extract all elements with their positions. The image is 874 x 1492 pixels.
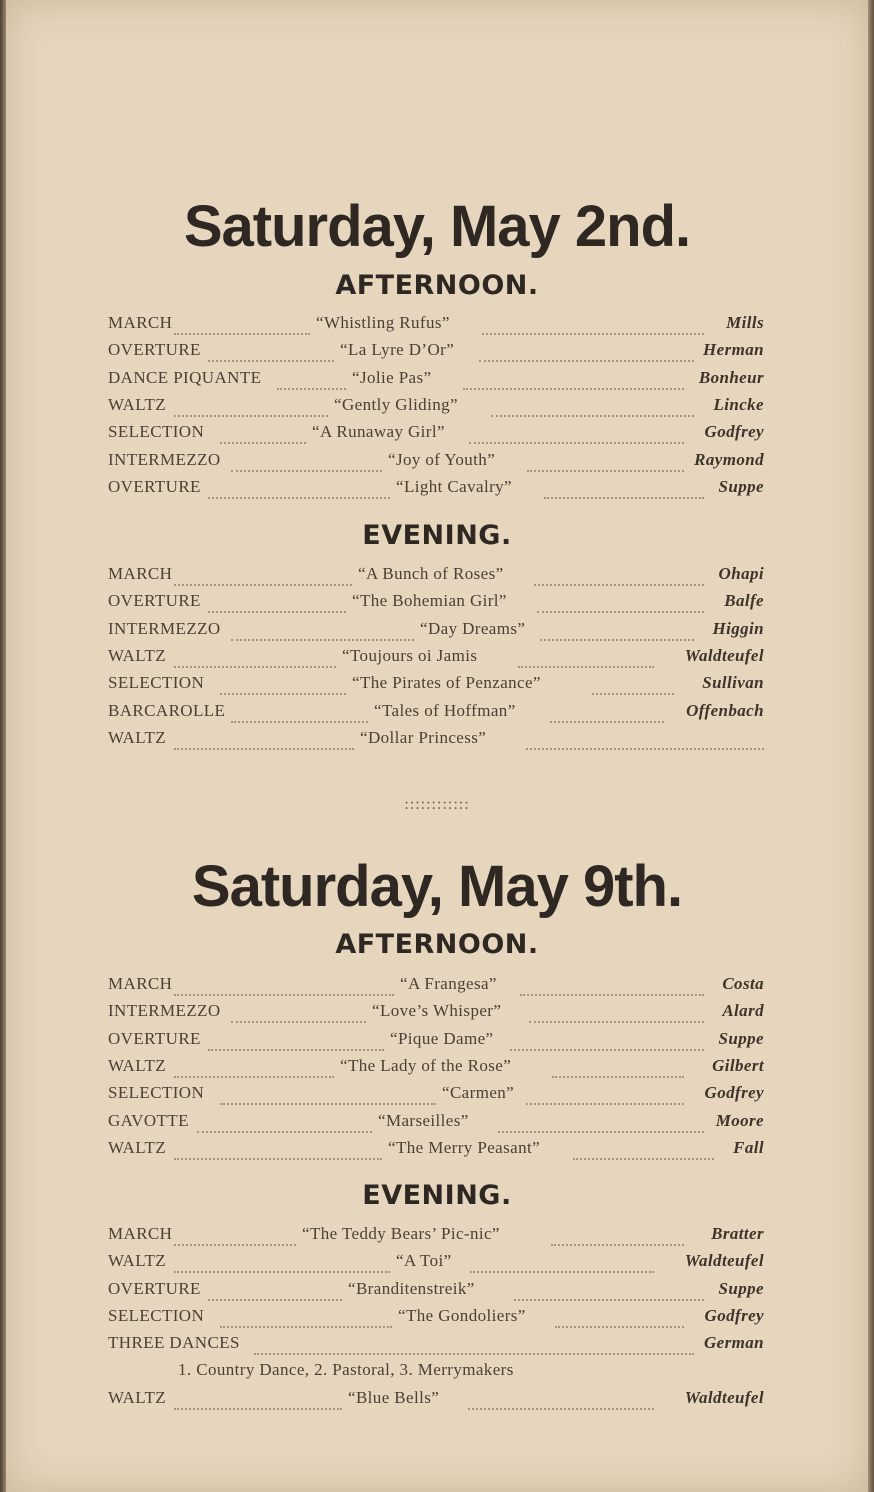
item-piece: “Blue Bells” bbox=[348, 1387, 440, 1407]
programme-item bbox=[108, 564, 764, 591]
item-composer: Bonheur bbox=[698, 367, 764, 387]
programme-item bbox=[108, 1111, 764, 1138]
item-composer: Waldteufel bbox=[684, 1387, 764, 1407]
item-form: MARCH bbox=[108, 313, 173, 332]
leader-dots bbox=[174, 564, 353, 586]
item-composer: Suppe bbox=[718, 1028, 764, 1048]
leader-dots bbox=[510, 1029, 704, 1051]
leader-dots bbox=[277, 368, 346, 390]
leader-dots bbox=[208, 1279, 342, 1301]
item-piece: “Carmen” bbox=[442, 1083, 515, 1103]
leader-dots bbox=[592, 673, 674, 695]
item-piece: “Joy of Youth” bbox=[388, 449, 496, 469]
leader-dots bbox=[518, 646, 654, 668]
leader-dots bbox=[526, 728, 764, 750]
leader-dots bbox=[208, 477, 390, 499]
leader-dots bbox=[174, 395, 329, 417]
item-piece: “A Toi” bbox=[396, 1251, 452, 1271]
item-composer: Godfrey bbox=[704, 1305, 764, 1325]
item-piece: “The Pirates of Penzance” bbox=[352, 673, 541, 693]
leader-dots bbox=[220, 1083, 437, 1105]
item-form: OVERTURE bbox=[108, 591, 201, 611]
leader-dots bbox=[231, 1001, 366, 1023]
day-title-may-9: Saturday, May 9th. bbox=[191, 854, 683, 919]
programme-item bbox=[108, 422, 764, 449]
leader-dots bbox=[174, 974, 395, 996]
item-composer: Costa bbox=[722, 974, 764, 993]
item-composer: Balfe bbox=[724, 591, 764, 611]
programme-item bbox=[108, 619, 764, 646]
item-form: INTERMEZZO bbox=[108, 618, 221, 638]
programme-item bbox=[108, 1306, 764, 1333]
programme-item bbox=[108, 701, 764, 728]
programme-item bbox=[108, 1333, 764, 1360]
leader-dots bbox=[552, 1056, 684, 1078]
leader-dots bbox=[469, 422, 684, 444]
item-piece: “Love’s Whisper” bbox=[372, 1001, 502, 1021]
item-piece: “Toujours oi Jamis bbox=[342, 645, 478, 665]
item-composer: Suppe bbox=[718, 1278, 764, 1298]
item-composer: Sullivan bbox=[702, 673, 764, 693]
item-piece: “The Gondoliers” bbox=[398, 1305, 526, 1325]
programme-item bbox=[108, 1083, 764, 1110]
item-piece: “A Frangesa” bbox=[400, 974, 497, 993]
leader-dots bbox=[208, 1029, 384, 1051]
programme-item bbox=[108, 340, 764, 367]
item-form: THREE DANCES bbox=[108, 1333, 240, 1353]
day-title-may-2: Saturday, May 2nd. bbox=[183, 194, 691, 259]
leader-dots bbox=[174, 728, 355, 750]
item-piece: “Jolie Pas” bbox=[352, 367, 432, 387]
afternoon-heading-may-2: AFTERNOON. bbox=[335, 270, 539, 301]
item-form: WALTZ bbox=[108, 1387, 167, 1407]
programme-item bbox=[108, 1029, 764, 1056]
programme-item bbox=[108, 1279, 764, 1306]
leader-dots bbox=[174, 1224, 297, 1246]
item-composer: Waldteufel bbox=[684, 645, 764, 665]
item-piece: “Marseilles” bbox=[378, 1110, 469, 1130]
programme-item bbox=[108, 1138, 764, 1165]
leader-dots bbox=[231, 450, 382, 472]
programme-item bbox=[108, 728, 764, 755]
item-composer: Mills bbox=[726, 313, 764, 332]
leader-dots bbox=[231, 701, 368, 723]
item-form: INTERMEZZO bbox=[108, 449, 221, 469]
leader-dots bbox=[555, 1306, 684, 1328]
item-form: SELECTION bbox=[108, 1083, 205, 1103]
item-form: OVERTURE bbox=[108, 1028, 201, 1048]
item-composer: Higgin bbox=[712, 618, 764, 638]
item-piece: “The Merry Peasant” bbox=[388, 1137, 541, 1157]
leader-dots bbox=[174, 646, 337, 668]
programme-item bbox=[108, 395, 764, 422]
item-piece: “A Bunch of Roses” bbox=[358, 564, 504, 583]
programme-item bbox=[108, 673, 764, 700]
item-composer: German bbox=[703, 1333, 764, 1353]
leader-dots bbox=[208, 340, 334, 362]
leader-dots bbox=[540, 619, 694, 641]
item-form: WALTZ bbox=[108, 727, 167, 747]
leader-dots bbox=[526, 1083, 684, 1105]
item-piece: “Whistling Rufus” bbox=[316, 313, 450, 332]
programme-item bbox=[108, 1251, 764, 1278]
item-composer: Gilbert bbox=[712, 1055, 764, 1075]
leader-dots bbox=[573, 1138, 714, 1160]
leader-dots bbox=[197, 1111, 373, 1133]
programme-item bbox=[108, 477, 764, 504]
item-composer: Godfrey bbox=[704, 422, 764, 442]
leader-dots bbox=[174, 1388, 343, 1410]
leader-dots bbox=[463, 368, 684, 390]
leader-dots bbox=[220, 422, 307, 444]
item-piece: “The Lady of the Rose” bbox=[340, 1055, 512, 1075]
item-form: MARCH bbox=[108, 974, 173, 993]
programme-item bbox=[108, 591, 764, 618]
leader-dots bbox=[231, 619, 414, 641]
item-composer: Raymond bbox=[694, 449, 764, 469]
leader-dots bbox=[527, 450, 684, 472]
evening-heading-may-2: EVENING. bbox=[362, 520, 512, 551]
leader-dots bbox=[544, 477, 704, 499]
section-divider: :::::::::::: bbox=[404, 796, 470, 813]
leader-dots bbox=[174, 313, 311, 335]
item-composer: Alard bbox=[722, 1001, 764, 1021]
leader-dots bbox=[550, 701, 664, 723]
programme-item bbox=[108, 646, 764, 673]
programme-item bbox=[108, 313, 764, 340]
programme-item bbox=[108, 368, 764, 395]
item-form: GAVOTTE bbox=[108, 1110, 189, 1130]
item-form: MARCH bbox=[108, 1224, 173, 1243]
evening-heading-may-9: EVENING. bbox=[362, 1180, 512, 1211]
leader-dots bbox=[470, 1251, 654, 1273]
leader-dots bbox=[520, 974, 704, 996]
leader-dots bbox=[254, 1333, 694, 1355]
item-composer: Bratter bbox=[711, 1224, 764, 1243]
item-form: WALTZ bbox=[108, 1137, 167, 1157]
leader-dots bbox=[479, 340, 694, 362]
leader-dots bbox=[534, 564, 704, 586]
item-form: INTERMEZZO bbox=[108, 1001, 221, 1021]
item-form: WALTZ bbox=[108, 1251, 167, 1271]
leader-dots bbox=[482, 313, 704, 335]
leader-dots bbox=[498, 1111, 704, 1133]
item-form: MARCH bbox=[108, 564, 173, 583]
item-piece: “Day Dreams” bbox=[420, 618, 526, 638]
leader-dots bbox=[537, 591, 704, 613]
item-composer: Moore bbox=[715, 1110, 764, 1130]
programme-item bbox=[108, 1001, 764, 1028]
item-form: OVERTURE bbox=[108, 1278, 201, 1298]
leader-dots bbox=[514, 1279, 704, 1301]
item-piece: “A Runaway Girl” bbox=[312, 422, 445, 442]
item-piece: “Dollar Princess” bbox=[360, 727, 487, 747]
programme-item bbox=[108, 974, 764, 1001]
afternoon-heading-may-9: AFTERNOON. bbox=[335, 929, 539, 960]
item-form: DANCE PIQUANTE bbox=[108, 367, 262, 387]
leader-dots bbox=[529, 1001, 704, 1023]
programme-item bbox=[108, 1224, 764, 1251]
item-composer: Herman bbox=[703, 340, 764, 360]
item-piece: “Gently Gliding” bbox=[334, 394, 458, 414]
item-form: WALTZ bbox=[108, 394, 167, 414]
leader-dots bbox=[174, 1056, 335, 1078]
item-form: WALTZ bbox=[108, 645, 167, 665]
item-composer: Godfrey bbox=[704, 1083, 764, 1103]
item-piece: “The Teddy Bears’ Pic-nic” bbox=[302, 1224, 500, 1243]
item-form: SELECTION bbox=[108, 422, 205, 442]
leader-dots bbox=[220, 1306, 393, 1328]
item-composer: Fall bbox=[733, 1137, 764, 1157]
leader-dots bbox=[220, 673, 347, 695]
programme-item bbox=[108, 450, 764, 477]
item-composer: Lincke bbox=[713, 394, 764, 414]
item-piece: “Tales of Hoffman” bbox=[374, 700, 516, 720]
item-composer: Offenbach bbox=[686, 700, 764, 720]
item-form: BARCAROLLE bbox=[108, 700, 226, 720]
item-piece: “Branditenstreik” bbox=[348, 1278, 475, 1298]
programme-item bbox=[108, 1388, 764, 1415]
item-form: SELECTION bbox=[108, 1305, 205, 1325]
item-piece: “The Bohemian Girl” bbox=[352, 591, 507, 611]
item-composer: Suppe bbox=[718, 476, 764, 496]
item-piece: “Light Cavalry” bbox=[396, 476, 512, 496]
item-piece: “La Lyre D’Or” bbox=[340, 340, 455, 360]
three-dances-subitems: 1. Country Dance, 2. Pastoral, 3. Merrymakers bbox=[178, 1360, 514, 1379]
leader-dots bbox=[468, 1388, 654, 1410]
item-form: WALTZ bbox=[108, 1055, 167, 1075]
item-composer: Waldteufel bbox=[684, 1251, 764, 1271]
leader-dots bbox=[208, 591, 346, 613]
item-form: SELECTION bbox=[108, 673, 205, 693]
item-piece: “Pique Dame” bbox=[390, 1028, 494, 1048]
leader-dots bbox=[174, 1138, 383, 1160]
item-composer: Ohapi bbox=[718, 564, 764, 583]
leader-dots bbox=[551, 1224, 684, 1246]
leader-dots bbox=[174, 1251, 391, 1273]
leader-dots bbox=[491, 395, 694, 417]
item-form: OVERTURE bbox=[108, 476, 201, 496]
programme-item bbox=[108, 1056, 764, 1083]
item-form: OVERTURE bbox=[108, 340, 201, 360]
